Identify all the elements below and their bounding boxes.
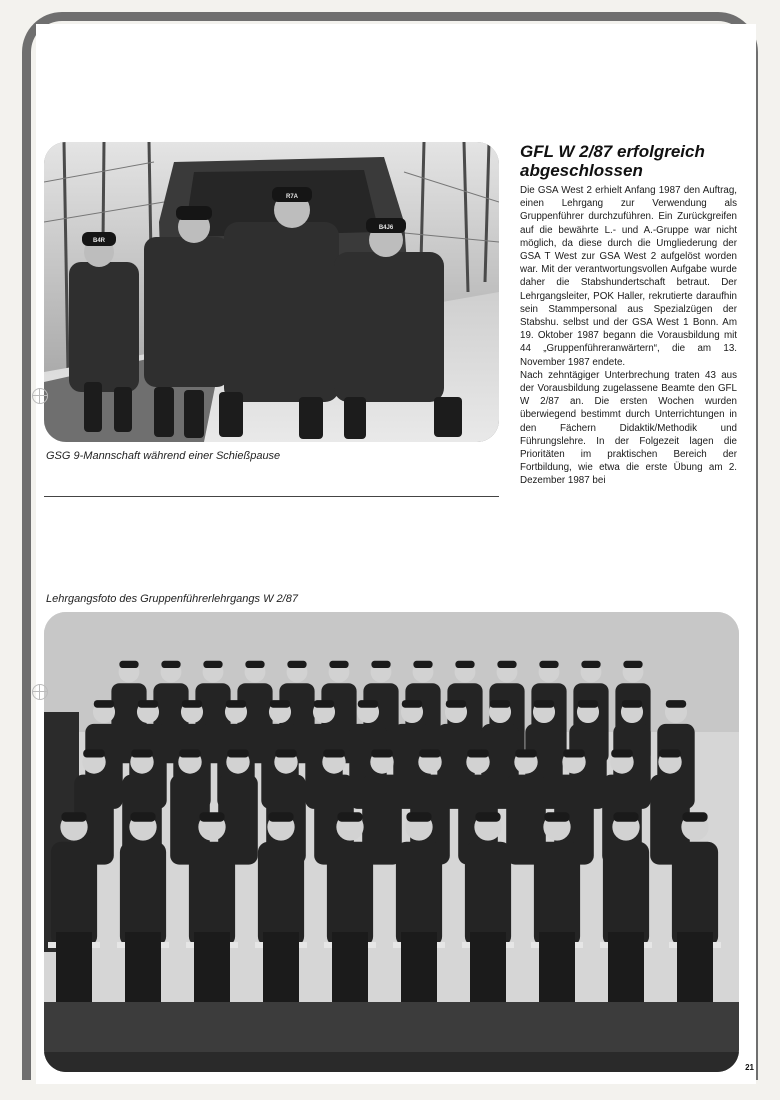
- person-hair: [544, 812, 569, 821]
- person-legs: [194, 932, 230, 1002]
- person-hair: [199, 812, 224, 821]
- article-headline: [520, 142, 752, 180]
- person-hair: [371, 749, 393, 757]
- registration-mark: [32, 684, 48, 700]
- cap-label: B4J6: [378, 225, 394, 231]
- person-body: [327, 842, 373, 947]
- person-body: [672, 842, 718, 947]
- person-hair: [131, 749, 153, 757]
- person-hair: [337, 812, 362, 821]
- person-hair: [371, 661, 390, 668]
- article-paragraph: Nach zehntägiger Unterbrechung traten 43 aus der Vorausbildung zugelassene Beamte den GFL W 2/87 an. Die ersten Wochen wurden überwiegend bestimmt durch Unterrichtungen in den Fächern Didaktik/Methodik und Führungslehre. In der Folgezeit lagen die Prioritäten im praktischen Bereich der Fortbildung, wie etwa die erste Übung am 2. Dezember 1987 bei: [520, 369, 737, 487]
- person-hair: [182, 700, 202, 708]
- team-photo: [44, 142, 499, 442]
- person-legs: [401, 932, 437, 1002]
- person-hair: [406, 812, 431, 821]
- person-hair: [61, 812, 86, 821]
- person-hair: [130, 812, 155, 821]
- headline-line-1: GFL W 2/87 erfolgreich: [520, 142, 705, 161]
- person-legs: [608, 932, 644, 1002]
- person-body: [534, 842, 580, 947]
- person-hair: [83, 749, 105, 757]
- person-hair: [270, 700, 290, 708]
- article-paragraph: Die GSA West 2 erhielt Anfang 1987 den Auftrag, einen Lehrgang zur Verwendung als Gruppenführer durchzuführen. Ein Zurückgreifen auf die bewährte L.- und A.-Gruppe war nicht möglich, da diese durch die Umgliederung der GSA T West zur GSA West 2 aufgelöst worden war. Mit der verantwortungsvollen Aufgabe wurde daher die Stabshundertschaft betraut. Der Lehrgangsleiter, POK Haller, rekrutierte daraufhin sein Stammpersonal aus Spezialzügen der Stabshu. selbst und der GSA West 1 Bonn. Am 19. Oktober 1987 begann die Vorausbildung mit 44 „Gruppenführeranwärtern“, die am 13. November 1987 endete.: [520, 185, 737, 368]
- person-legs: [56, 932, 92, 1002]
- person-hair: [666, 700, 686, 708]
- person-hair: [490, 700, 510, 708]
- cap-label: R7A: [285, 194, 299, 200]
- person-body: [51, 842, 97, 947]
- person-hair: [358, 700, 378, 708]
- person-hair: [682, 812, 707, 821]
- person-hair: [515, 749, 537, 757]
- person-hair: [413, 661, 432, 668]
- person-body: [465, 842, 511, 947]
- person-hair: [94, 700, 114, 708]
- person-legs: [263, 932, 299, 1002]
- person-legs: [539, 932, 575, 1002]
- person-legs: [125, 932, 161, 1002]
- headline-line-2: abgeschlossen: [520, 161, 643, 180]
- person-hair: [613, 812, 638, 821]
- team-photo-caption: GSG 9-Mannschaft während einer Schießpause: [46, 450, 281, 462]
- person-body: [189, 842, 235, 947]
- person-hair: [227, 749, 249, 757]
- person-hair: [611, 749, 633, 757]
- person-hair: [497, 661, 516, 668]
- page-number: 21: [745, 1063, 754, 1072]
- person-hair: [446, 700, 466, 708]
- person-hair: [138, 700, 158, 708]
- registration-mark: [32, 388, 48, 404]
- article-body: [520, 184, 737, 488]
- person-hair: [623, 661, 642, 668]
- person-hair: [119, 661, 138, 668]
- person-legs: [332, 932, 368, 1002]
- person-hair: [287, 661, 306, 668]
- person-hair: [268, 812, 293, 821]
- person-hair: [581, 661, 600, 668]
- person-hair: [314, 700, 334, 708]
- person-hair: [578, 700, 598, 708]
- group-photo-image: [44, 612, 739, 1072]
- person-hair: [402, 700, 422, 708]
- person-hair: [245, 661, 264, 668]
- person-hair: [203, 661, 222, 668]
- person-hair: [275, 749, 297, 757]
- person-hair: [563, 749, 585, 757]
- group-photo: [44, 612, 739, 1072]
- cap-label: B4R: [92, 238, 106, 244]
- person-hair: [622, 700, 642, 708]
- person-legs: [470, 932, 506, 1002]
- team-photo-image: [44, 142, 499, 442]
- person-body: [603, 842, 649, 947]
- person-hair: [419, 749, 441, 757]
- person-hair: [659, 749, 681, 757]
- person-hair: [534, 700, 554, 708]
- person-hair: [539, 661, 558, 668]
- show-through-text: [40, 34, 740, 134]
- person-hair: [329, 661, 348, 668]
- person-hair: [323, 749, 345, 757]
- person-hair: [455, 661, 474, 668]
- person-legs: [677, 932, 713, 1002]
- group-photo-caption: Lehrgangsfoto des Gruppenführerlehrgangs W 2/87: [46, 593, 298, 605]
- person-body: [258, 842, 304, 947]
- person-hair: [226, 700, 246, 708]
- person-hair: [179, 749, 201, 757]
- person-hair: [161, 661, 180, 668]
- person-body: [396, 842, 442, 947]
- person-hair: [475, 812, 500, 821]
- person-body: [120, 842, 166, 947]
- person-hair: [467, 749, 489, 757]
- section-divider: [44, 496, 499, 497]
